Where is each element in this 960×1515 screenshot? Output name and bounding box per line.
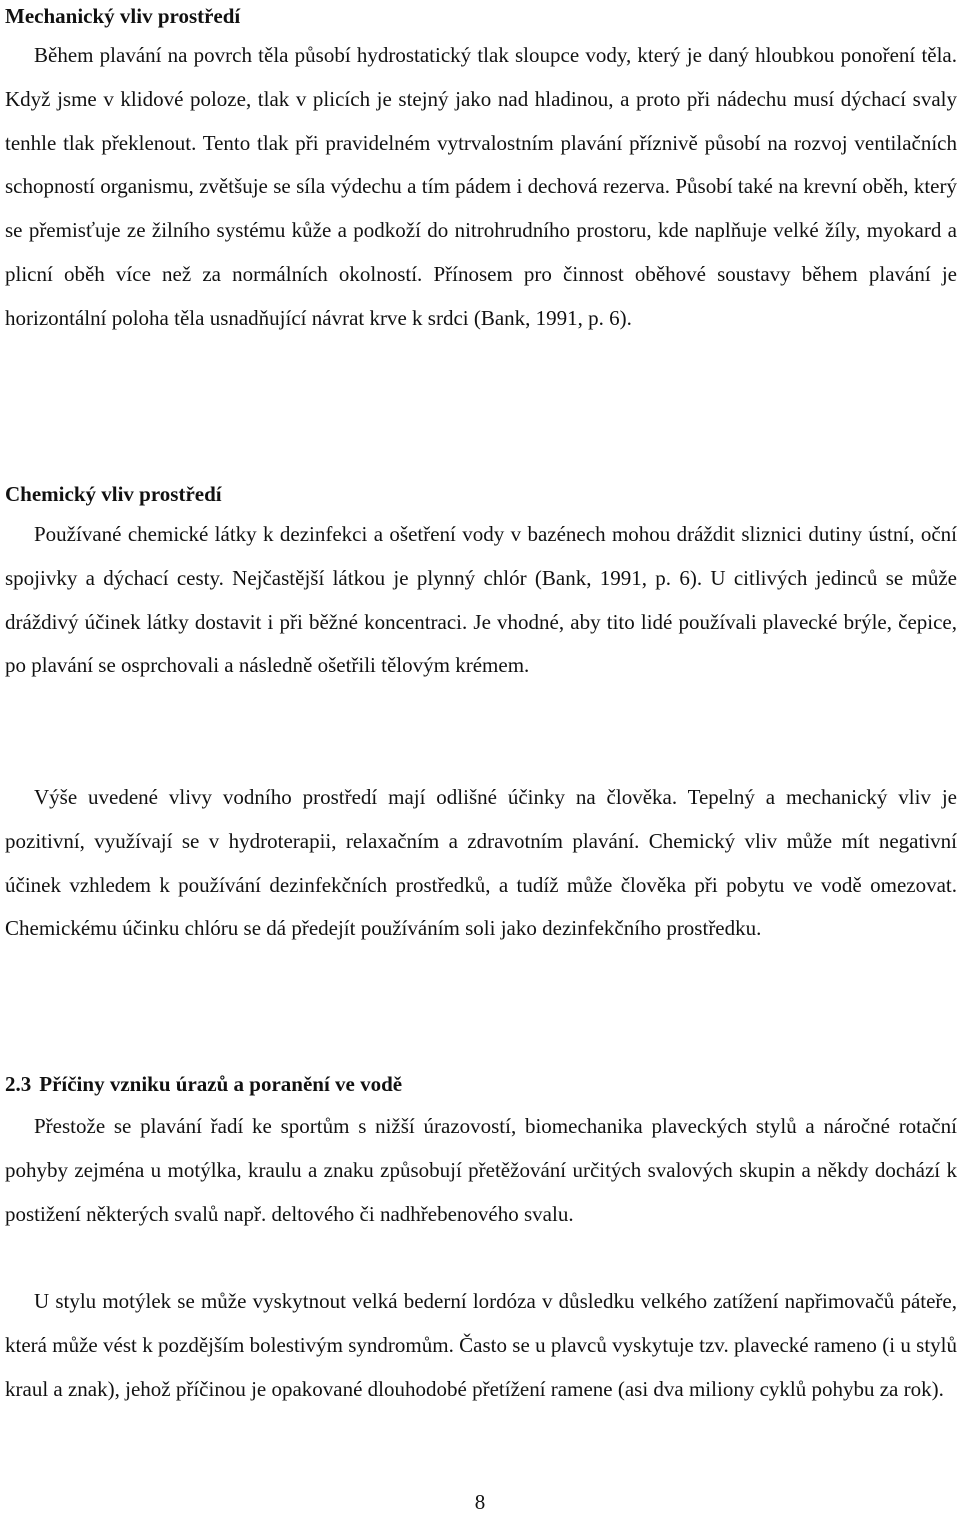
section-heading-injuries	[5, 1070, 402, 1098]
section-heading-chemical: Chemický vliv prostředí	[5, 482, 222, 506]
paragraph-injuries-1: Přestože se plavání řadí ke sportům s nižší úrazovostí, biomechanika plaveckých stylů a náročné rotační pohyby zejména u motýlka, kraulu a znaku způsobují přetěžování určitých svalových skupin a někdy dochází k postižení některých svalů např. deltového či nadhřebenového svalu.	[5, 1114, 957, 1226]
paragraph-mechanical: Během plavání na povrch těla působí hydrostatický tlak sloupce vody, který je daný hloubkou ponoření těla. Když jsme v klidové poloze, tlak v plicích je stejný jako nad hladinou, a proto při nádechu musí dýchací svaly tenhle tlak překlenout. Tento tlak při pravidelném vytrvalostním plavání příznivě působí na rozvoj ventilačních schopností organismu, zvětšuje se síla výdechu a tím pádem i dechová rezerva. Působí také na krevní oběh, který se přemisťuje ze žilního systému kůže a podkoží do nitrohrudního prostoru, kde naplňuje velké žíly, myokard a plicní oběh více než za normálních okolností. Přínosem pro činnost oběhové soustavy během plavání je horizontální poloha těla usnadňující návrat krve k srdci (Bank, 1991, p. 6).	[5, 43, 957, 330]
section-number: 2.3	[5, 1072, 32, 1096]
section-title: Příčiny vzniku úrazů a poranění ve vodě	[39, 1072, 403, 1096]
paragraph-chemical: Používané chemické látky k dezinfekci a ošetření vody v bazénech mohou dráždit sliznici dutiny ústní, oční spojivky a dýchací cesty. Nejčastější látkou je plynný chlór (Bank, 1991, p. 6). U citlivých jedinců se může dráždivý účinek látky dostavit i při běžné koncentraci. Je vhodné, aby tito lidé používali plavecké brýle, čepice, po plavání se osprchovali a následně ošetřili tělovým krémem.	[5, 522, 957, 678]
section-heading-mechanical: Mechanický vliv prostředí	[5, 4, 241, 28]
paragraph-summary: Výše uvedené vlivy vodního prostředí mají odlišné účinky na člověka. Tepelný a mechanický vliv je pozitivní, využívají se v hydroterapii, relaxačním a zdravotním plavání. Chemický vliv může mít negativní účinek vzhledem k používání dezinfekčních prostředků, a tudíž může člověka při pobytu ve vodě omezovat. Chemickému účinku chlóru se dá předejít používáním soli jako dezinfekčního prostředku.	[5, 785, 957, 941]
paragraph-injuries-2: U stylu motýlek se může vyskytnout velká bederní lordóza v důsledku velkého zatížení napřimovačů páteře, která může vést k pozdějším bolestivým syndromům. Často se u plavců vyskytuje tzv. plavecké rameno (i u stylů kraul a znak), jehož příčinou je opakované dlouhodobé přetížení ramene (asi dva miliony cyklů pohybu za rok).	[5, 1289, 957, 1401]
page-number: 8	[474, 1490, 486, 1514]
